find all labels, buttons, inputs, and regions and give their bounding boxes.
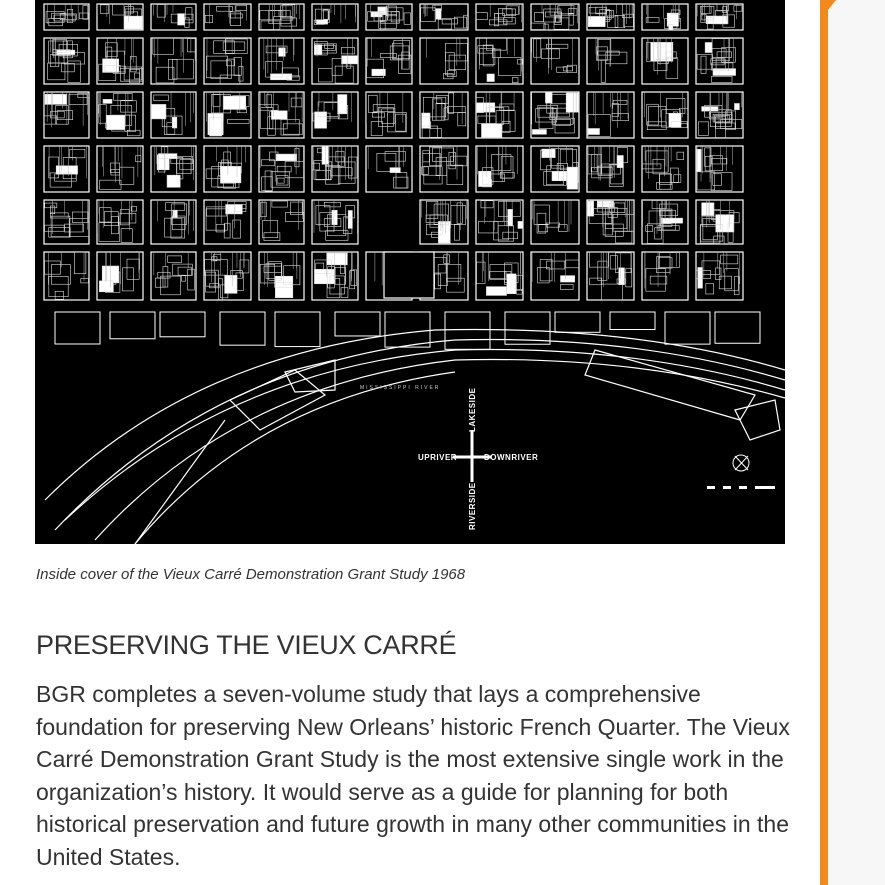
label-upriver: UPRIVER xyxy=(418,453,458,462)
label-lakeside: LAKESIDE xyxy=(468,387,477,432)
image-caption: Inside cover of the Vieux Carré Demonstration Grant Study 1968 xyxy=(36,566,466,583)
section-heading: PRESERVING THE VIEUX CARRÉ xyxy=(36,630,457,660)
label-river: MISSISSIPPI RIVER xyxy=(360,385,441,391)
right-sidebar-panel xyxy=(828,0,885,885)
accent-notch xyxy=(828,0,836,10)
section-body: BGR completes a seven-volume study that lays a comprehensive foundation for preserving New Orleans’ historic French Quarter. The Vieux Carré Demonstration Grant Study is the most extensive single work in the organization’s history. It would serve as a guide for planning for both historical preservation and future growth in many other communities in the United States. xyxy=(36,681,790,870)
map-drawing xyxy=(35,0,785,544)
label-downriver: DOWNRIVER xyxy=(484,453,539,462)
vieux-carre-map-image xyxy=(35,0,785,544)
scale-bar xyxy=(707,486,775,489)
accent-border xyxy=(820,0,828,885)
label-riverside: RIVERSIDE xyxy=(468,482,477,530)
